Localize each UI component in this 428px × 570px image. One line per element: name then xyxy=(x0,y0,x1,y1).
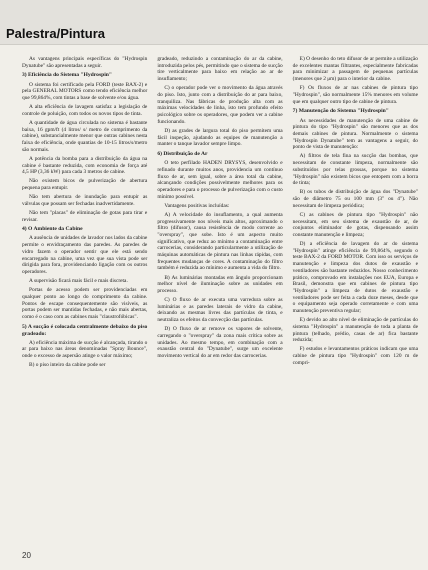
paragraph: E) devido ao alto nível de eliminação de partículas do sistema "Hydrospin" a manutenção de toda a planta de pintura (telhado, prédio, casas de ar) fica bastante reduzida; xyxy=(292,317,418,344)
paragraph: A alta eficiência de lavagem satisfaz a legislação de controle de poluição, com todos os novos tipos de tinta. xyxy=(22,104,148,117)
section-heading: 3) Eficiência do Sistema "Hydrospin" xyxy=(22,72,113,79)
paragraph: Portas de acesso podem ser providenciadas em qualquer ponto ao longo do comprimento da cabine. Pontos de escape consequentemente são visíveis, as portas podem ser mantidas fechadas, e não mais abertas, como é o caso com as cabines mais "claustrofóbicas". xyxy=(22,287,148,320)
paragraph: E) O desenho do teto difusor de ar permite a utilização de excelentes mantas filtrantes, especialmente fabricadas para minimizar a passagem de pequenas partículas (menores que 2 μm) para o interior da cabine. xyxy=(292,56,418,83)
paragraph: A supervisão ficará mais fácil e mais discreta. xyxy=(29,278,128,285)
paragraph: A ausência de unidades de lavador nos lados da cabine permite o envidraçamento das paredes. As paredes de vidro fazem o operador sentir que ele está sendo encarregado na cabine, uma vez que sua vista pode ser dirigida para fora, providenciando ligação com os outros operadores. xyxy=(22,235,148,275)
paragraph: B) os tubos de distribuição de água dos "Dynatube" são de diâmetro 75 ou 100 mm (3" ou 4"). Não necessitam de limpeza periódica; xyxy=(292,189,418,209)
paragraph: C) O fluxo de ar executa uma varredura sobre as luminárias e as paredes laterais de vidro da cabine, deixando as mesmas livres das partículas de tinta, e neutraliza os efeitos da convecção das partículas. xyxy=(157,297,283,324)
paragraph: F) Os fluxos de ar nas cabines de pintura tipo "Hydrospin", são normalmente 15% menores em volume que em qualquer outro tipo de cabine de pintura. xyxy=(292,85,418,105)
paragraph: C) o operador pode ver o movimento da água através do piso. Isto, junto com a distribuição do ar para baixo, tranquiliza. Nas fábricas de produção alta com as máximas velocidades de linha, isto tem profundo efeito psicológico sobre os operadores, que podem ver a cabine funcionando. xyxy=(157,85,283,125)
paragraph: D) a eficiência de lavagem do ar do sistema "Hydrospin" atinge eficiência de 99,864%, segundo o teste BAX-2 da FORD MOTOR. Com isso os serviços de manutenção e limpeza dos dutos de exaustão e ventiladores são bastante reduzidos. Nosso conhecimento prático, comprovado em instalações nos EUA, Europa e Brasil, demonstra que em cabines de pintura tipo "Hydrospin" a limpeza de dutos de exaustão e ventiladores pode ser feita a cada doze meses, desde que o equipamento seja operado corretamente e com uma manutenção preventiva regular; xyxy=(292,241,418,315)
paragraph: gradeado, reduzindo a contaminação do ar da cabine, introduzida pelos pés, permitindo que o sistema de sucção tire verticalmente para baixo em relação ao ar de insuflamento; xyxy=(157,56,283,83)
section-heading: 4) O Ambiente da Cabine xyxy=(22,226,83,233)
section-heading: 6) Distribuição de Ar xyxy=(157,150,208,157)
paragraph: As necessidades de manutenção de uma cabine de pintura do tipo "Hydrospin" são menores que as dos demais cabines de pintura. Normalmente o sistema "Hydrospin Dynatube" tem as vantagens a seguir, do ponto de vista de manutenção: xyxy=(292,117,418,151)
section-heading: 7) Manutenção do Sistema "Hydrospin" xyxy=(292,108,389,115)
paragraph: A) filtros de tela fina na sucção das bombas, que necessitam de constante limpeza, normalmente são substituídos por telas grossas, porque no sistema "Hydrospin" não existem bicos que entopem com a borra de tinta; xyxy=(292,153,418,187)
article-body xyxy=(22,56,418,536)
paragraph: D) O fluxo de ar remove os vapores de solvente, carregando o "overspray" da zona mais crítica sobre as unidades. Ao mesmo tempo, em combinação com a exaustão central do "Dynatube", surge um excelente movimento vertical do ar em redor das carrocerias. xyxy=(157,326,283,360)
section-title: Palestra/Pintura xyxy=(6,26,105,41)
paragraph: B) As luminárias montadas em ângulo proporcionam melhor nível de iluminação sobre as unidades em processo. xyxy=(157,274,283,294)
page-header xyxy=(0,0,428,45)
paragraph: C) as cabines de pintura tipo "Hydrospin" não necessitam, em seu sistema de exaustão de ar, de conjuntos eliminador de gotas, dispensando assim constante manutenção e limpeza; xyxy=(292,211,418,238)
paragraph: Não existem bicos de pulverização de abertura pequena para entupir. xyxy=(22,178,148,191)
paragraph: O teto perfilado HADEN DRYSYS, desenvolvido e refinado durante muitos anos, providencia um contínuo fluxo de ar, sem igual, sobre a área total da cabine, alcançando condições possivelmente melhores para os operadores e para o processo de pulverização com o custo mínimo possível. xyxy=(157,160,283,200)
paragraph: As vantagens principais específicas do "Hydrospin Dynatube" são apresentadas a seguir. xyxy=(22,56,148,69)
section-heading: 5) A sucção é colocada centralmente debaixo do piso gradeado: xyxy=(22,323,148,337)
paragraph: Não tem "placas" de eliminação de gotas para tirar e revisar. xyxy=(22,209,148,223)
paragraph: Não tem abertura de inundação para entupir as válvulas que possam ser fechadas inadvertidamente. xyxy=(22,194,148,207)
page-number: 20 xyxy=(22,551,31,560)
paragraph: F) estudos e levantamentos práticos indicam que uma cabine de pintura tipo "Hydrospin" com 120 m de compri- xyxy=(292,346,418,366)
paragraph: A) eficiência máxima de sucção é alcançada, tirando o ar para baixo nas áreas denominadas "Spray Bounce", onde o excesso de aspersão atinge o valor máximo; xyxy=(22,339,148,360)
column-3 xyxy=(293,56,418,536)
paragraph: A) A velocidade do insuflamento, a qual aumenta progressivamente nos níveis mais altos, aproximando o filtro (difusor), causa resistência de modo corrente ao "overspray", que sobe. Isto é um aspecto muito significativo, que reduz ao mínimo a contaminação entre carrocerias, considerando particularmente a utilização de máquinas automáticas de pintura nas linhas rápidas, com frequentes mudanças de cores. A contaminação do filtro também é reduzida ao mínimo e aumenta a vida do filtro. xyxy=(157,211,283,272)
paragraph: A quantidade de água circulada no sistema é bastante baixa, 16 gpm/ft (4 litros/ s/ metro de comprimento da cabine), substancialmente menor que outras cabines nesta faixa de eficiência, onde quantias de 10-15 litros/s/metro são normais. xyxy=(22,119,148,153)
column-2 xyxy=(157,56,282,536)
column-1 xyxy=(22,56,147,536)
paragraph: Vantagens positivas incluídas: xyxy=(164,202,230,209)
paragraph: D) as grades de largura total do piso permitem uma fácil inspeção, ajudando as equipes de manutenção a manter o tanque lavador sempre limpo. xyxy=(157,127,283,148)
paragraph: A potência da bomba para a distribuição da água na cabine é bastante reduzida, com economia de força até 4,5 HP (3,36 kW) para cada 3 metros de cabine. xyxy=(22,155,148,176)
paragraph: O sistema foi certificado pela FORD (teste BAX-2) e pela GENERAL MOTORS como tendo eficiência melhor que 99,864%, com tintas a base de solvente e/ou água. xyxy=(22,81,148,101)
paragraph: B) o piso inteiro da cabine pode ser xyxy=(29,362,106,369)
